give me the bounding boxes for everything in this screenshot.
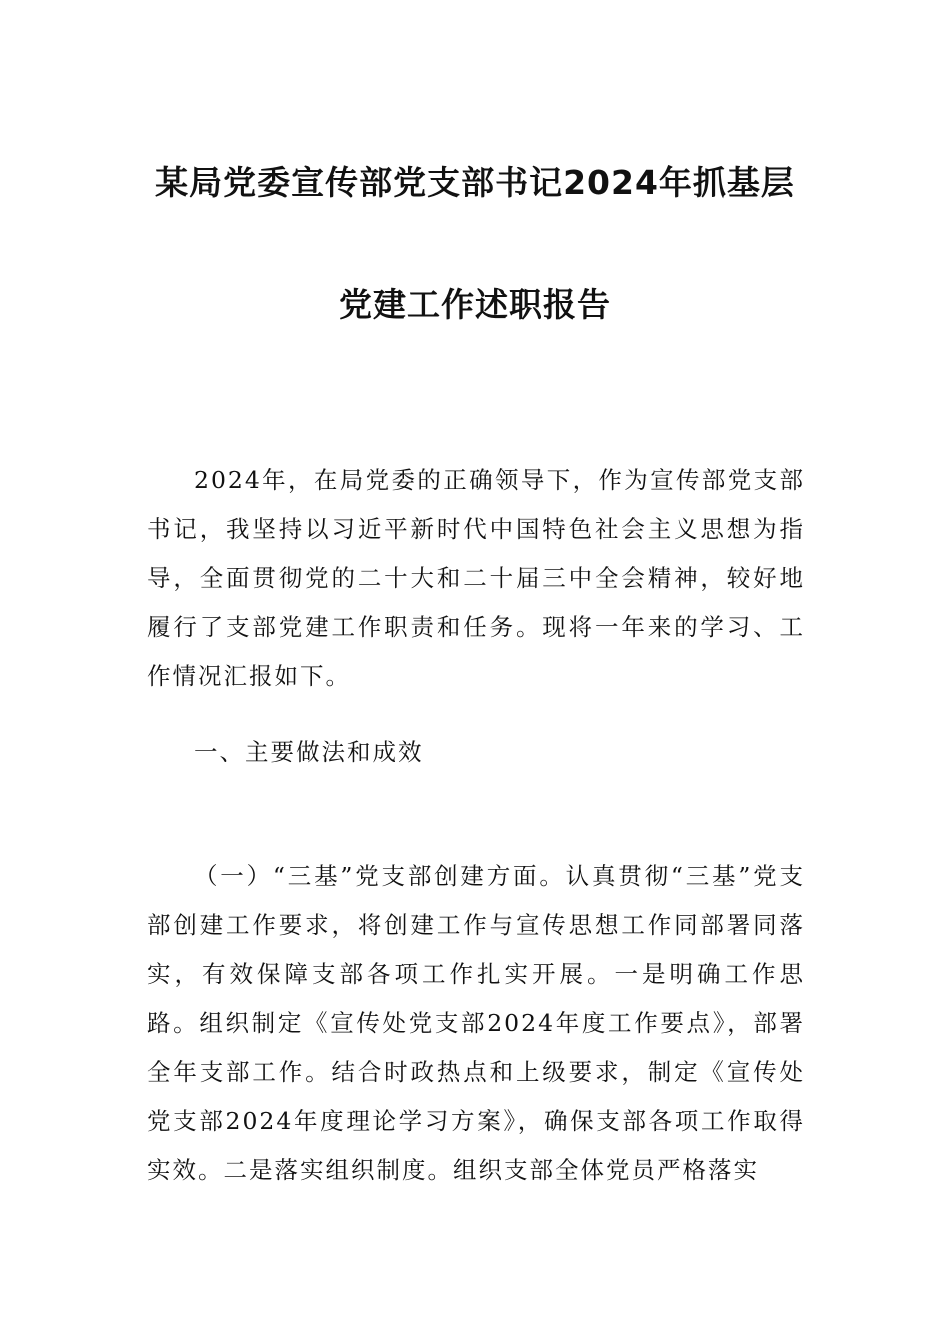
document-title-line1: 某局党委宣传部党支部书记2024年抓基层 xyxy=(155,163,795,202)
body-paragraph: （一）“三基”党支部创建方面。认真贯彻“三基”党支部创建工作要求，将创建工作与宣传思想工作同部署同落实，有效保障支部各项工作扎实开展。一是明确工作思路。组织制定《宣传处党支部2024年度工作要点》，部署全年支部工作。结合时政热点和上级要求，制定《宣传处党支部2024年度理论学习方案》，确保支部各项工作取得实效。二是落实组织制度。组织支部全体党员严格落实 xyxy=(147,862,805,1184)
intro-paragraph: 2024年，在局党委的正确领导下，作为宣传部党支部书记，我坚持以习近平新时代中国特色社会主义思想为指导，全面贯彻党的二十大和二十届三中全会精神，较好地履行了支部党建工作职责和任务。现将一年来的学习、工作情况汇报如下。 xyxy=(147,466,805,690)
section-heading: 一、主要做法和成效 xyxy=(194,738,424,766)
document-title-line2: 党建工作述职报告 xyxy=(339,285,611,324)
